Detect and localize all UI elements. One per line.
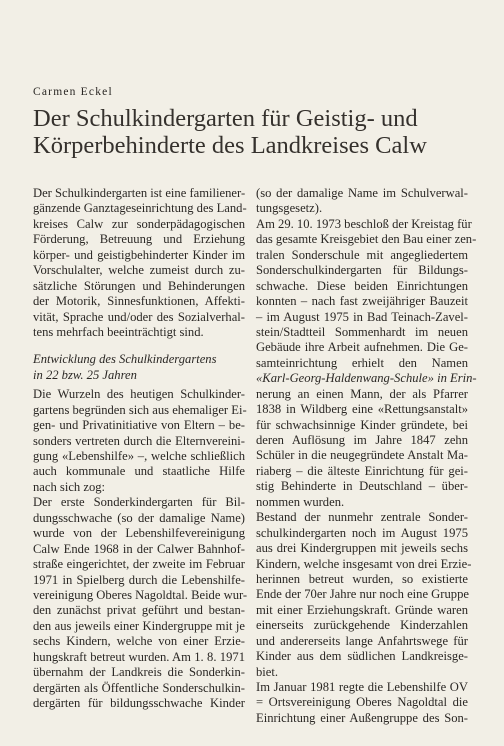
- text-line: deren Auflösung im Jahre 1847 zehn: [256, 433, 468, 447]
- left-column: [33, 186, 248, 711]
- section-heading: [33, 352, 245, 383]
- title-line: Der Schulkindergarten für Geistig- und: [33, 105, 418, 132]
- text-line: mit einer Erziehungskraft. Gründe waren: [256, 602, 468, 617]
- text-line: Kinder aus dem südlichen Landkreisge-: [256, 649, 468, 664]
- text-line: samteinrichtung erhielt den Namen: [256, 355, 468, 370]
- text-line: kreises Calw zur sonderpädagogischen: [33, 216, 245, 231]
- text-line: gänzende Ganztageseinrichtung des Land-: [33, 201, 247, 216]
- section-heading-line: in 22 bzw. 25 Jahren: [33, 367, 137, 382]
- text-line: hungskraft betreut wurden. Am 1. 8. 1971: [33, 649, 245, 664]
- text-line: dergärten für bildungsschwache Kinder: [33, 696, 245, 710]
- text-line: Gebäude ihre Arbeit aufnehmen. Die Ge-: [256, 340, 468, 355]
- text-line: herinnen betreut wurden, so existierte: [256, 571, 468, 586]
- text-line: schulkindergarten noch im August 1975: [256, 525, 468, 540]
- text-line: wurde von der Lebenshilfevereinigung: [33, 526, 245, 541]
- text-line: 1838 in Wildberg eine «Rettungsanstalt»: [256, 402, 468, 417]
- text-line: den aus jeweils einer Kindergruppe mit je: [33, 618, 245, 633]
- article-title: [33, 106, 493, 159]
- text-line: vereinigung Oberes Nagoldtal. Beide wur-: [33, 587, 248, 602]
- text-line: straße eingerichtet, der zweite im Februar: [33, 557, 245, 572]
- text-line: dungsschwache (so der damalige Name): [33, 510, 245, 525]
- text-line: das gesamte Kreisgebiet den Bau einer zen-: [256, 232, 477, 247]
- text-line: den zunächst privat geführt und bestan-: [33, 603, 245, 618]
- text-line: Sonderschulkindergarten für Bildungs-: [256, 263, 468, 278]
- text-line: = Ortsvereinigung Oberes Nagoldtal die: [256, 695, 468, 710]
- text-line: tungsgesetz).: [256, 201, 323, 216]
- text-line: gartens begründen sich aus ehemaliger Ei-: [33, 402, 247, 417]
- text-line: Am 29. 10. 1973 beschloß der Kreistag für: [256, 216, 472, 231]
- text-line: biet.: [256, 664, 279, 679]
- text-line: Im Januar 1981 regte die Lebenshilfe OV: [256, 680, 468, 694]
- text-line: nommen wurden.: [256, 494, 345, 509]
- text-line: gung «Lebenshilfe» –, welche schließlich: [33, 449, 245, 463]
- text-line: Vorschulalter, welche zumeist durch zu-: [33, 263, 245, 278]
- text-line: riaberg – die älteste Einrichtung für gei-: [256, 463, 468, 478]
- text-line: nach sich zog:: [33, 479, 106, 494]
- text-line: konnten – nach fast zweijähriger Bauzeit: [256, 294, 468, 309]
- text-line: stein/Stadtteil Sommenhardt im neuen: [256, 324, 468, 339]
- text-line: sonders vertreten durch die Elternvereini-: [33, 433, 245, 448]
- text-line: – im August 1975 in Bad Teinach-Zavel-: [256, 309, 468, 324]
- text-line: und andererseits lange Anfahrtswege für: [256, 633, 468, 648]
- text-line: stig Behinderte in Deutschland – über-: [256, 479, 468, 494]
- author-name: Carmen Eckel: [33, 86, 113, 98]
- text-line: Der erste Sonderkindergarten für Bil-: [33, 495, 245, 510]
- text-line: sechs Kindern, welche von einer Erzie-: [33, 634, 245, 649]
- text-line: der Motorik, Sinnesfunktionen, Affekti-: [33, 294, 245, 309]
- text-line: für schwachsinnige Kinder gründete, bei: [256, 417, 468, 432]
- text-line: (so der damalige Name im Schulverwal-: [256, 186, 468, 200]
- text-line: «Karl-Georg-Haldenwang-Schule» in Erin-: [256, 371, 477, 386]
- text-line: Calw Ende 1968 in der Calwer Bahnhof-: [33, 541, 245, 556]
- text-line: übernahm der Landkreis die Sonderkin-: [33, 665, 245, 680]
- text-line: dergärten als Öffentliche Sonderschulkin-: [33, 680, 245, 695]
- text-line: Förderung, Betreuung und Erziehung: [33, 232, 245, 247]
- intro-paragraph: [33, 186, 245, 340]
- title-line: Körperbehinderte des Landkreises Calw: [33, 131, 427, 159]
- text-line: vität, Sprache und/oder des Sozialverhal-: [33, 309, 245, 324]
- text-line: einerseits zurückgehende Kinderzahlen: [256, 618, 468, 633]
- text-line: Bestand der nunmehr zentrale Sonder-: [256, 510, 468, 525]
- text-line: körper- und geistigbehinderter Kinder im: [33, 247, 245, 262]
- text-line: auch kommunale und staatliche Hilfe: [33, 464, 245, 479]
- text-line: Die Wurzeln des heutigen Schulkinder-: [33, 387, 245, 402]
- text-line: tens mehrfach beeinträchtigt sind.: [33, 324, 204, 339]
- text-line: nerung an einen Mann, der als Pfarrer: [256, 386, 468, 401]
- text-line: schwache. Diese beiden Einrichtungen: [256, 278, 468, 293]
- text-line: Der Schulkindergarten ist eine familiener-: [33, 186, 246, 200]
- body-paragraph: [33, 387, 248, 711]
- text-line: 1971 in Spielberg durch die Lebenshilfe-: [33, 572, 245, 587]
- text-line: tralen Sonderschule mit angegliedertem: [256, 247, 468, 262]
- text-line: Schüler in die neugegründete Anstalt Ma-: [256, 448, 468, 463]
- text-line: Ende der 70er Jahre nur noch eine Gruppe: [256, 587, 469, 602]
- text-line: gen- und Privatinitiative von Eltern – be-: [33, 418, 245, 433]
- text-line: aus drei Kindergruppen mit jeweils sechs: [256, 541, 468, 556]
- right-column: [256, 186, 477, 726]
- text-line: Kindern, welche insgesamt von drei Erzie-: [256, 556, 472, 571]
- section-heading-line: Entwicklung des Schulkindergartens: [33, 352, 217, 367]
- text-line: sätzliche Störungen und Behinderungen: [33, 278, 245, 293]
- text-line: Einrichtung einer Außengruppe des Son-: [256, 710, 468, 725]
